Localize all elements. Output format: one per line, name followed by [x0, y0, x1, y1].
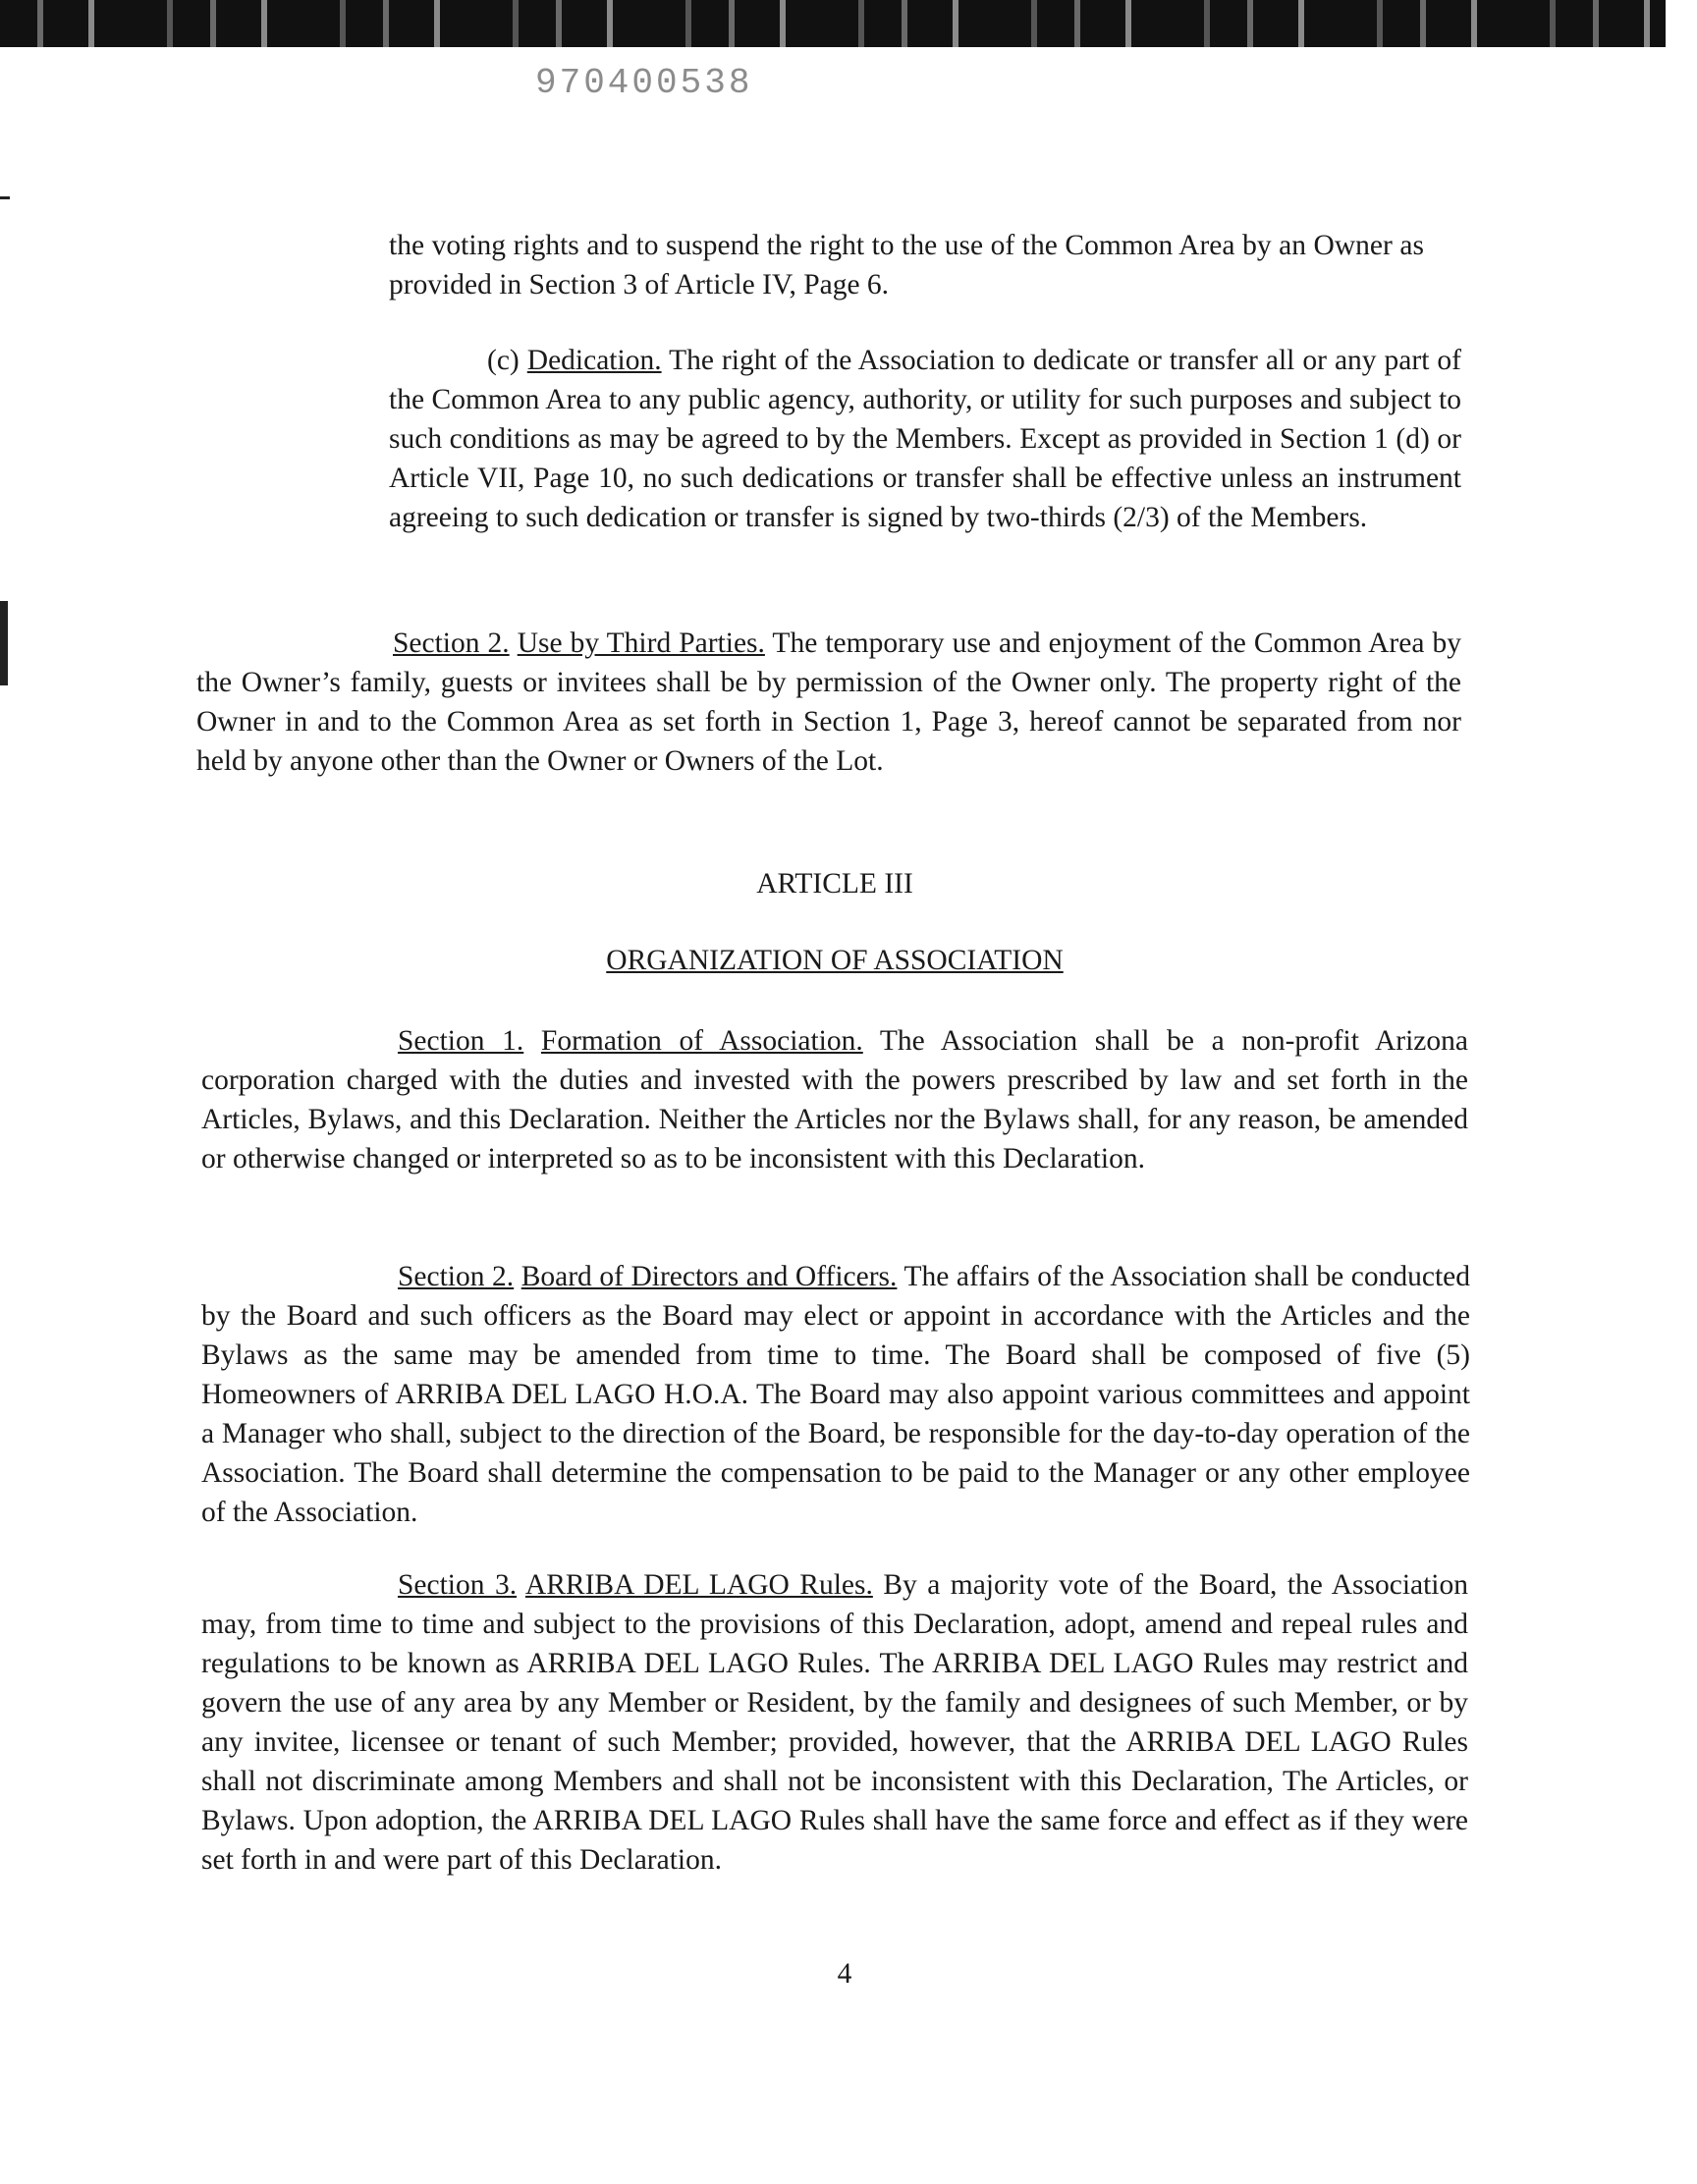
- paragraph-arriba-del-lago-rules: [201, 1565, 1468, 1880]
- scan-left-tick: [0, 196, 10, 199]
- paragraph-board-of-directors: [201, 1257, 1470, 1532]
- section-label: Section 1.: [398, 1025, 524, 1057]
- article-heading: ARTICLE III: [756, 868, 913, 900]
- item-number: (c): [487, 345, 520, 376]
- section-label: Section 2.: [398, 1261, 515, 1292]
- section-title: Formation of Association.: [540, 1025, 863, 1057]
- paragraph-dedication: [389, 341, 1461, 537]
- paragraph-use-by-third-parties: [196, 624, 1461, 781]
- paragraph-text: The Association shall be a non-profit Arizona corporation charged with the duties and invested with the powers prescribed by law and set forth in the Articles, Bylaws, and this Declaration. Neither the Articles nor the Bylaws shall, for any reason, be amended or otherwise changed or interpreted so as to be inconsistent with this Declaration.: [201, 1025, 1468, 1174]
- section-label: Section 3.: [398, 1569, 518, 1601]
- document-number-stamp: 970400538: [535, 63, 753, 103]
- item-title: Dedication.: [526, 345, 662, 376]
- article-subheading: ORGANIZATION OF ASSOCIATION: [606, 945, 1064, 976]
- scan-edge-bar: [0, 0, 1697, 47]
- paragraph-text: The affairs of the Association shall be conducted by the Board and such officers as the Board may elect or appoint in accordance with the Articles and the Bylaws as the same may be amended from time to time. The Board shall be composed of five (5) Homeowners of ARRIBA DEL LAGO H.O.A. The Board may also appoint various committees and appoint a Manager who shall, subject to the direction of the Board, be responsible for the day-to-day operation of the Association. The Board shall determine the compensation to be paid to the Manager or any other employee of the Association.: [201, 1261, 1470, 1528]
- section-title: Board of Directors and Officers.: [520, 1261, 898, 1292]
- section-title: Use by Third Parties.: [517, 628, 765, 659]
- paragraph-formation-of-association: [201, 1021, 1468, 1178]
- paragraph-text: The right of the Association to dedicate or transfer all or any part of the Common Area to any public agency, authority, or utility for such purposes and subject to such conditions as may be agreed to by the Members. Except as provided in Section 1 (d) or Article VII, Page 10, no such dedications or transfer shall be effective unless an instrument agreeing to such dedication or transfer is signed by two-thirds (2/3) of the Members.: [389, 345, 1461, 533]
- page-number: 4: [837, 1958, 852, 1990]
- section-label: Section 2.: [393, 628, 510, 659]
- paragraph-text: the voting rights and to suspend the right to the use of the Common Area by an Owner as provided in Section 3 of Article IV, Page 6.: [389, 230, 1424, 300]
- section-title: ARRIBA DEL LAGO Rules.: [524, 1569, 873, 1601]
- paragraph-text: By a majority vote of the Board, the Association may, from time to time and subject to the provisions of this Declaration, adopt, amend and repeal rules and regulations to be known as ARRIBA DEL LAGO Rules. The ARRIBA DEL LAGO Rules may restrict and govern the use of any area by any Member or Resident, by the family and designees of such Member, or by any invitee, licensee or tenant of such Member; provided, however, that the ARRIBA DEL LAGO Rules shall not discriminate among Members and shall not be inconsistent with this Declaration, The Articles, or Bylaws. Upon adoption, the ARRIBA DEL LAGO Rules shall have the same force and effect as if they were set forth in and were part of this Declaration.: [201, 1569, 1469, 1876]
- scan-left-mark: [0, 601, 8, 685]
- paragraph-text: The temporary use and enjoyment of the Common Area by the Owner’s family, guests or invitees shall be by permission of the Owner only. The property right of the Owner in and to the Common Area as set forth in Section 1, Page 3, hereof cannot be separated from nor held by anyone other than the Owner or Owners of the Lot.: [196, 628, 1461, 777]
- paragraph-voting-rights: [389, 226, 1424, 304]
